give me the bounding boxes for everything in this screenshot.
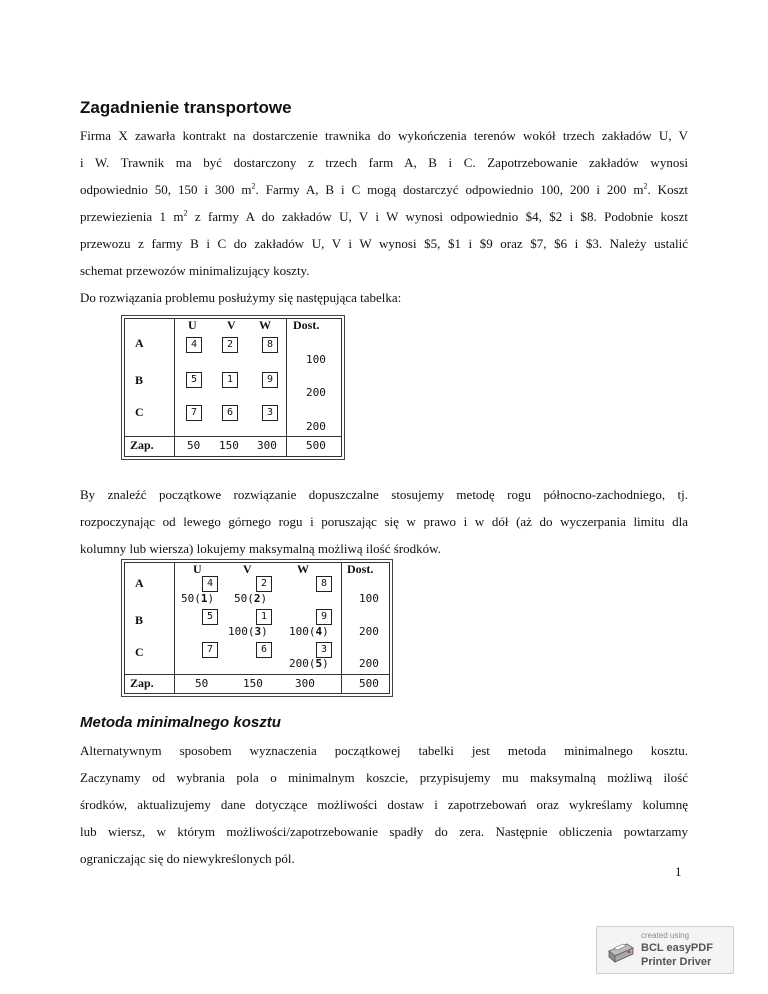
- row-header: B: [135, 373, 144, 387]
- badge-text: created using: [641, 931, 690, 940]
- cost-cell: 7: [202, 642, 218, 658]
- pdf-creator-badge: [596, 926, 734, 974]
- row-header: B: [135, 613, 144, 627]
- row-header: A: [135, 576, 144, 590]
- text-line: Firma X zawarła kontrakt na dostarczenie trawnika do wykończenia terenów wokół trzech zakładów U, V: [80, 128, 688, 143]
- row-header: C: [135, 405, 144, 419]
- supply-value: 200: [359, 657, 379, 670]
- total-value: 500: [359, 677, 379, 690]
- text-fragment: odpowiednio 50, 150 i 300: [80, 182, 235, 197]
- supply-value: 100: [306, 353, 326, 366]
- text-line: i W. Trawnik ma być dostarczony z trzech farm A, B i C. Zapotrzebowanie zakładów wynosi: [80, 155, 688, 170]
- text-fragment: . Farmy A, B i C mogą dostarczyć odpowiednio 100, 200 i 200: [255, 182, 627, 197]
- col-header: U: [193, 562, 202, 576]
- table-rule: [125, 674, 389, 675]
- text-line: [80, 203, 688, 230]
- table-intro: Do rozwiązania problemu posłużymy się następująca tabelka:: [80, 290, 402, 305]
- table-text: 2: [253, 592, 261, 605]
- page-title: Zagadnienie transportowe: [80, 98, 292, 117]
- allocation-cell: 100(4): [289, 625, 329, 638]
- col-header: W: [297, 562, 309, 576]
- col-header: U: [188, 318, 197, 332]
- cost-cell: 5: [186, 372, 202, 388]
- table-rule: [341, 563, 342, 693]
- allocation-cell: 50(1): [181, 592, 215, 605]
- table-rule: [174, 319, 175, 456]
- cost-cell: 3: [316, 642, 332, 658]
- intro-paragraph: [80, 122, 688, 284]
- text-line: By znaleźć początkowe rozwiązanie dopuszczalne stosujemy metodę rogu północno-zachodniego, tj.: [80, 487, 688, 502]
- cost-cell: 2: [222, 337, 238, 353]
- row-header: A: [135, 336, 144, 350]
- col-header: W: [259, 318, 271, 332]
- demand-value: 300: [295, 677, 315, 690]
- text-line: kolumny lub wiersza) lokujemy maksymalną możliwą ilość środków.: [80, 541, 441, 556]
- demand-value: 150: [219, 439, 239, 452]
- text-fragment: m: [173, 209, 184, 224]
- cost-cell: 4: [202, 576, 218, 592]
- col-header: V: [243, 562, 252, 576]
- total-value: 500: [306, 439, 326, 452]
- demand-value: 50: [195, 677, 209, 690]
- table-text: 3: [254, 625, 262, 638]
- text-line: rozpoczynając od lewego górnego rogu i poruszając się w prawo i w dół (aż do wyczerpania limitu dla: [80, 514, 688, 529]
- text-fragment: . Koszt: [647, 182, 689, 197]
- table-text: 5: [315, 657, 323, 670]
- text-fragment: przewiezienia 1: [80, 209, 167, 224]
- text-fragment: 2: [643, 181, 648, 191]
- table-text: 100: [228, 625, 248, 638]
- table-rule: [125, 436, 341, 437]
- col-header: V: [227, 318, 236, 332]
- cost-cell: 1: [222, 372, 238, 388]
- demand-label: Zap.: [130, 438, 154, 452]
- col-header: Dost.: [293, 318, 320, 332]
- text-line: schemat przewozów minimalizujący koszty.: [80, 263, 310, 278]
- supply-value: 100: [359, 592, 379, 605]
- text-line: środków, aktualizujemy dane dotyczące możliwości dostaw i zapotrzebowań oraz wykreślamy kolumnę: [80, 797, 688, 812]
- text-line: [80, 176, 688, 203]
- table-text: 50: [181, 592, 195, 605]
- table-text: 100: [289, 625, 309, 638]
- cost-cell: 2: [256, 576, 272, 592]
- cost-cell: 8: [316, 576, 332, 592]
- demand-value: 150: [243, 677, 263, 690]
- cost-cell: 1: [256, 609, 272, 625]
- row-header: C: [135, 645, 144, 659]
- allocation-cell: 50(2): [234, 592, 268, 605]
- text-line: Alternatywnym sposobem wyznaczenia początkowej tabelki jest metoda minimalnego kosztu.: [80, 743, 688, 758]
- text-fragment: 2: [251, 181, 256, 191]
- cost-cell: 7: [186, 405, 202, 421]
- table-text: 200: [289, 657, 309, 670]
- table-text: 1: [200, 592, 208, 605]
- cost-cell: 9: [316, 609, 332, 625]
- text-line: lub wiersz, w którym możliwości/zapotrzebowanie spadły do zera. Następnie obliczenia powtarzamy: [80, 824, 688, 839]
- allocation-cell: 100(3): [228, 625, 268, 638]
- northwest-paragraph: [80, 481, 688, 562]
- cost-cell: 6: [256, 642, 272, 658]
- demand-label: Zap.: [130, 676, 154, 690]
- cost-cell: 6: [222, 405, 238, 421]
- table-rule: [286, 319, 287, 456]
- text-fragment: m: [633, 182, 644, 197]
- cost-cell: 4: [186, 337, 202, 353]
- text-fragment: 2: [183, 208, 188, 218]
- supply-value: 200: [359, 625, 379, 638]
- table-text: 50: [234, 592, 248, 605]
- table-rule: [174, 563, 175, 693]
- cost-cell: 3: [262, 405, 278, 421]
- min-cost-paragraph: [80, 737, 688, 872]
- section-heading: Metoda minimalnego kosztu: [80, 714, 281, 731]
- allocation-cell: 200(5): [289, 657, 329, 670]
- text-fragment: z farmy A do zakładów U, V i W wynosi odpowiednio $4, $2 i $8. Podobnie koszt: [187, 209, 688, 224]
- text-line: ograniczając się do niewykreślonych pól.: [80, 851, 295, 866]
- text-line: przewozu z farmy B i C do zakładów U, V i W wynosi $5, $1 i $9 oraz $7, $6 i $3. Należy ustalić: [80, 236, 688, 251]
- cost-cell: 5: [202, 609, 218, 625]
- cost-cell: 9: [262, 372, 278, 388]
- col-header: Dost.: [347, 562, 374, 576]
- page-number: 1: [675, 864, 682, 879]
- text-line: Zaczynamy od wybrania pola o minimalnym koszcie, przypisujemy mu maksymalną możliwą ilość: [80, 770, 688, 785]
- northwest-allocation-table: [124, 562, 390, 694]
- supply-value: 200: [306, 420, 326, 433]
- text-fragment: m: [241, 182, 252, 197]
- demand-value: 300: [257, 439, 277, 452]
- demand-value: 50: [187, 439, 201, 452]
- supply-value: 200: [306, 386, 326, 399]
- cost-table: [124, 318, 342, 457]
- printer-icon: [605, 939, 635, 970]
- badge-text: BCL easyPDF: [641, 942, 713, 954]
- cost-cell: 8: [262, 337, 278, 353]
- table-text: 4: [315, 625, 323, 638]
- badge-text: Printer Driver: [641, 956, 712, 968]
